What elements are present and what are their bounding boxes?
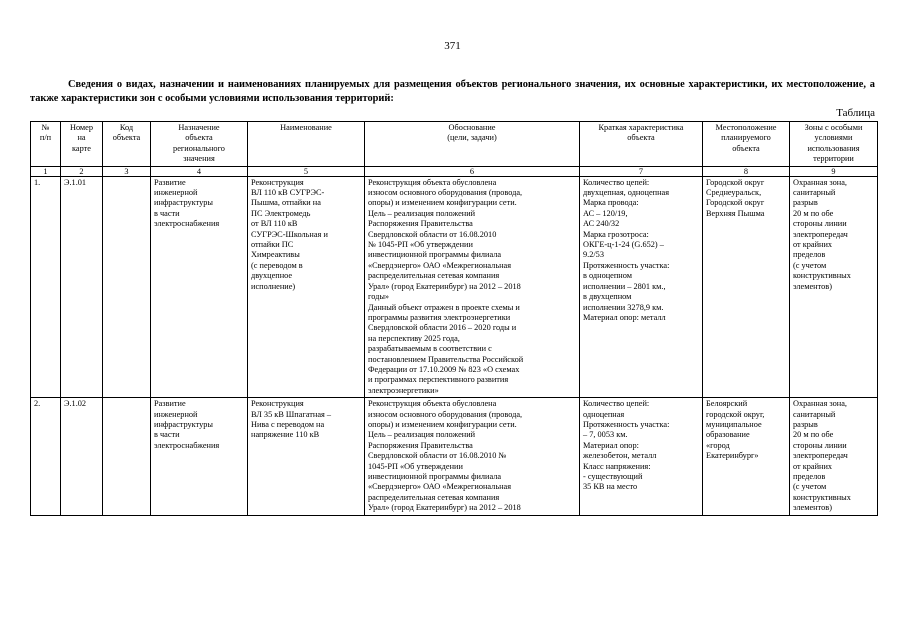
object-name: Реконструкция ВЛ 35 кВ Шпагатная – Нива с переводом на напряжение 110 кВ — [248, 398, 365, 515]
map-number: Э.1.01 — [61, 176, 103, 398]
object-code — [103, 176, 151, 398]
header-cell-justification: Обоснование (цели, задачи) — [365, 122, 580, 167]
object-purpose: Развитие инженерной инфраструктуры в части электроснабжения — [151, 176, 248, 398]
special-zones: Охранная зона, санитарный разрыв 20 м по обе стороны линии электропередач от крайних пределов (с учетом конструктивных элементов) — [790, 176, 878, 398]
header-cell-characteristics: Краткая характеристика объекта — [580, 122, 703, 167]
row-number: 1. — [31, 176, 61, 398]
header-cell-purpose: Назначение объекта регионального значения — [151, 122, 248, 167]
column-number: 7 — [580, 166, 703, 176]
object-location: Белоярский городской округ, муниципальное образование «город Екатеринбург» — [703, 398, 790, 515]
object-justification: Реконструкция объекта обусловлена износом основного оборудования (провода, опоры) и изменением конфигурации сети. Цель – реализация положений Распоряжения Правительства Свердловской области от 16.08.2010 № 1045-РП «Об утверждении инвестиционной программы филиала «Свердэнерго» ОАО «Межрегиональная распределительная сетевая компания Урал» (город Екатеринбург) на 2012 – 2018 годы» Данный объект отражен в проекте схемы и программы развития электроэнергетики Свердловской области 2016 – 2020 годы и на перспективу 2025 года, разрабатываемым в соответствии с постановлением Правительства Российской Федерации от 17.10.2009 № 823 «О схемах и программах перспективного развития электроэнергетики» — [365, 176, 580, 398]
column-number: 1 — [31, 166, 61, 176]
table-caption: Таблица — [836, 107, 875, 119]
header-cell-num: № п/п — [31, 122, 61, 167]
object-characteristics: Количество цепей: двухцепная, одноцепная Марка провода: АС – 120/19, АС 240/32 Марка грозотроса: ОКГЕ-ц-1-24 (G.652) – 9.2/53 Протяженность участка: в одноцепном исполнении – 2801 км., в двухцепном исполнении 3278,9 км. Материал опор: металл — [580, 176, 703, 398]
object-purpose: Развитие инженерной инфраструктуры в части электроснабжения — [151, 398, 248, 515]
header-cell-code: Код объекта — [103, 122, 151, 167]
column-number: 3 — [103, 166, 151, 176]
table-row — [31, 176, 878, 398]
column-number: 6 — [365, 166, 580, 176]
header-row — [31, 122, 878, 167]
objects-table — [30, 121, 878, 516]
page-number: 371 — [444, 40, 461, 52]
column-number: 8 — [703, 166, 790, 176]
object-characteristics: Количество цепей: одноцепная Протяженность участка: – 7, 0053 км. Материал опор: железобетон, металл Класс напряжения: - существующий 35 КВ на место — [580, 398, 703, 515]
header-cell-name: Наименование — [248, 122, 365, 167]
column-number: 2 — [61, 166, 103, 176]
object-code — [103, 398, 151, 515]
object-name: Реконструкция ВЛ 110 кВ СУГРЭС- Пышма, отпайки на ПС Электромедь от ВЛ 110 кВ СУГРЭС-Школьная и отпайки ПС Химреактивы (с переводом в двухцепное исполнение) — [248, 176, 365, 398]
special-zones: Охранная зона, санитарный разрыв 20 м по обе стороны линии электропередач от крайних пределов (с учетом конструктивных элементов) — [790, 398, 878, 515]
column-number-row — [31, 166, 878, 176]
header-cell-zones: Зоны с особыми условиями использования территории — [790, 122, 878, 167]
map-number: Э.1.02 — [61, 398, 103, 515]
column-number: 4 — [151, 166, 248, 176]
document-title: Сведения о видах, назначении и наименованиях планируемых для размещения объектов регионального значения, их основные характеристики, их местоположение, а также характеристики зон с особыми условиями использования территорий: — [30, 79, 875, 104]
header-cell-map-no: Номер на карте — [61, 122, 103, 167]
object-justification: Реконструкция объекта обусловлена износом основного оборудования (провода, опоры) и изменением конфигурации сети. Цель – реализация положений Распоряжения Правительства Свердловской области от 16.08.2010 № 1045-РП «Об утверждении инвестиционной программы филиала «Свердэнерго» ОАО «Межрегиональная распределительная сетевая компания Урал» (город Екатеринбург) на 2012 – 2018 — [365, 398, 580, 515]
header-cell-location: Местоположение планируемого объекта — [703, 122, 790, 167]
object-location: Городской округ Среднеуральск, Городской округ Верхняя Пышма — [703, 176, 790, 398]
row-number: 2. — [31, 398, 61, 515]
column-number: 5 — [248, 166, 365, 176]
column-number: 9 — [790, 166, 878, 176]
table-row — [31, 398, 878, 515]
